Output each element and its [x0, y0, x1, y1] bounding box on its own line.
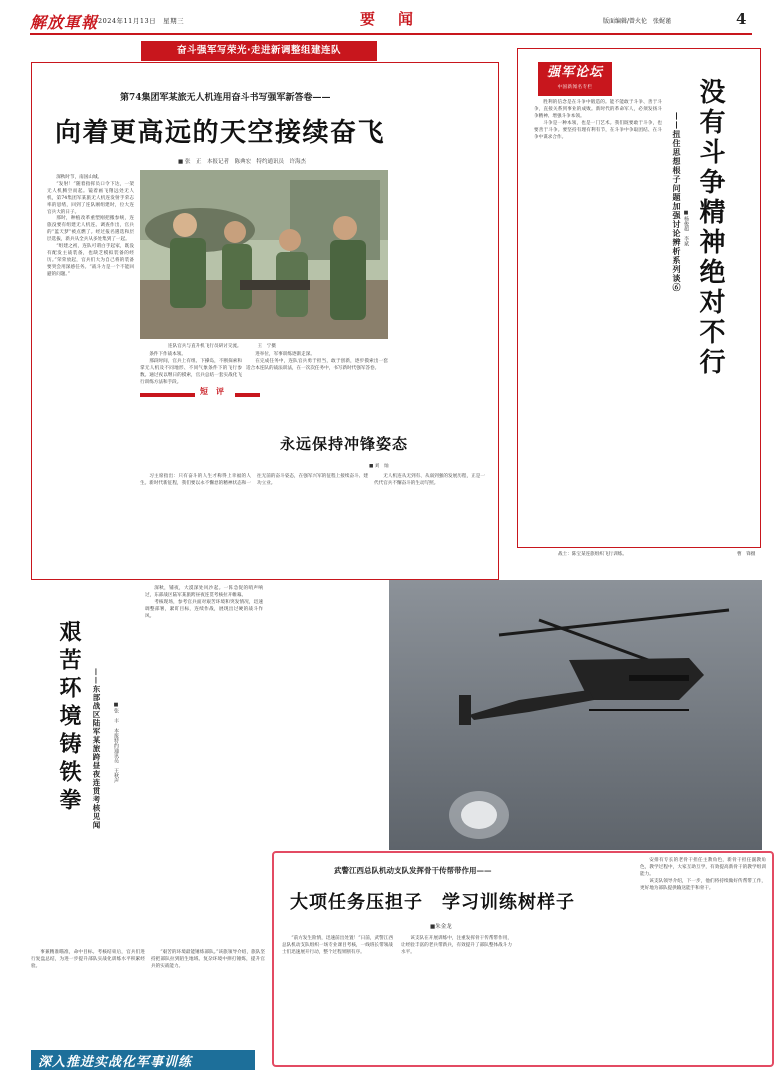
paragraph: 条件下作战本领。	[149, 352, 186, 357]
issue-date: 2024年11月13日 星期三	[98, 17, 185, 25]
short-comment-body	[140, 474, 485, 574]
lead-byline: ■ 张 正 本报记者 陈典宏 特约通讯员 许海杰	[178, 159, 306, 165]
helicopter-photo-caption: 战士：陈宝某连旅组织飞行训练。	[558, 552, 627, 557]
lead-body-col3	[246, 352, 388, 382]
third-body	[282, 936, 512, 1061]
paragraph: “组建之初，连队可谓白手起家，既没有配发主战装备，也缺乏模拟装备的经历。”荣荣放起，官兵们大为自己将的装备要突会用深感任务。“战斗力是一个不能回避的问题。”	[47, 244, 134, 277]
forum-body	[534, 100, 662, 540]
footer-banner[interactable]: 深入推进实战化军事训练	[38, 1055, 193, 1070]
page-number: 4	[736, 10, 747, 28]
forum-subtitle: ——扭住思想根子问题加强讨论辨析系列谈⑥	[672, 112, 682, 292]
paragraph: 在完成任务中，连队官兵勇于担当，敢于创新，逐步摸索出一套适合本连队的战法训法，在一次次任务中，书写新时代强军答卷。	[246, 358, 388, 371]
paragraph: “艰苦的环境最能锤炼部队。”该旅领导介绍，旅队坚持把部队拉到陌生地域、复杂环境中摔打锤炼，提升官兵的实战能力。	[151, 950, 265, 969]
forum-logo-subtitle: 中国新闻名专栏	[557, 85, 593, 90]
paragraph: 无人机连从无到有、从弱到强的发展历程，正是一代代官兵不懈奋斗的生动写照。	[374, 474, 485, 486]
second-subtitle: ——东部战区陆军某旅跨昼夜连贯考核见闻	[92, 668, 101, 830]
short-comment-label	[140, 386, 260, 398]
paragraph: 斗争是一种本领，也是一门艺术。我们既要敢于斗争，也要善于斗争。要坚持有理有利有节，在斗争中争取团结、在斗争中谋求合作。	[534, 120, 662, 140]
helicopter-photo-credit: 曹 锋摄	[737, 552, 756, 557]
second-body-col	[145, 586, 263, 986]
paragraph: 那段时间，官兵上有组、下操岛，不断探索和掌无人机及不同地形、不同气象条件下的飞行参数。通过夜以继日的摸索，官兵总结一套实战化飞行训练方法和手段。	[140, 358, 242, 385]
paragraph: 事兼精准瞄准，命中目标。考核结束后，官兵们进行复盘总结，为进一步提升部队实战化训练水平积累经验。	[31, 950, 145, 969]
second-body-bottom	[31, 950, 265, 1040]
soldiers-with-drone-image	[140, 170, 388, 339]
paragraph: 习主席指出：只有奋斗的人生才称得上幸福的人生。新时代新征程，我们要以永不懈怠的精神状态和一往无前的奋斗姿态，在强军兴军的征程上接续奋斗、建功立业。	[140, 474, 368, 486]
helicopter-photo[interactable]	[389, 580, 762, 850]
paragraph: 该支队领导介绍，下一步，他们将持续做好传帮带工作，更好地为部队提供输送能手和骨干。	[640, 878, 766, 891]
third-byline: ■朱金龙	[430, 924, 452, 930]
page-editors: 版面编辑/曾火伦 张娓谨	[603, 18, 672, 25]
paragraph: 深秋时节，南国山城。	[56, 175, 103, 180]
paragraph: 安排有专长的老骨干担任主教角色，新骨干担任副教角色，教学过程中，大家互助互学，有效提高新骨干的教学组训能力。	[640, 858, 766, 877]
paragraph: “前方发生险情，迅速前出处置！”日前，武警江西总队机动支队组织一场专业课目考核，一线班长带领战士们迅速展开行动，整个过程果断有序。	[282, 936, 393, 955]
forum-logo	[538, 62, 612, 96]
forum-author: ■杨俊超 李斌	[683, 210, 689, 246]
third-kicker: 武警江西总队机动支队发挥骨干传帮带作用——	[334, 866, 492, 875]
lead-kicker: 第74集团军某旅无人机连用奋斗书写强军新答卷——	[120, 93, 331, 103]
paragraph: 进举位，军事训练逐渐走深。	[255, 352, 315, 357]
masthead-rule	[30, 33, 752, 35]
second-headline[interactable]: 艰苦环境铸铁拳	[56, 620, 82, 816]
paragraph: 深秋，铺夜，大漠深处风沙起。一阵急促的哨声响过，东部战区陆军某旅跨昼夜连贯考核拉开帷幕。	[145, 586, 263, 598]
paragraph: “发射！”随着指挥员口令下达，一架无人机腾空而起。镜着画飞翔远处无人机，第74集团军某旅无人机连发射手荣志率的思绪，回到了连队刚组建时，位大连官兵大的日子。	[47, 181, 134, 215]
third-body-right	[640, 858, 766, 1058]
lead-body-col2	[140, 352, 242, 385]
paragraph: 那时，种植改革重塑刚把搬参统，连旅没要有组建无人机连。调查作出，官兵的“蓝天梦”被点燃了。经过报名遴选和层层选拔，新兵从全兵从多处集到了一起。	[47, 216, 134, 243]
third-headline[interactable]: 大项任务压担子 学习训练树样子	[290, 892, 575, 913]
series-banner: 奋斗强军写荣光·走进新调整组建连队	[141, 41, 377, 61]
paragraph: 考核现场，参考官兵面对艰苦环境和突发情况，迅速调整部署，紧盯目标，连续作战，展现出过硬的战斗作风。	[145, 599, 263, 619]
second-byline: ■张 丰 本报特约通讯员 王秋声	[113, 702, 119, 783]
section-title: 要 闻	[360, 10, 418, 28]
lead-body-col1	[47, 175, 134, 575]
lead-headline[interactable]: 向着更高远的天空接续奋飞	[55, 118, 386, 148]
paragraph: 该支队在开展训练中，注重发挥骨干传帮带作用，让经验丰富的老兵带新兵，有效提升了部队整体战斗力水平。	[401, 936, 512, 955]
lead-photo-caption: 连队官兵与直升机飞行员研讨交流。 王 宁摄	[168, 344, 276, 349]
short-comment-title[interactable]: 永远保持冲锋姿态	[280, 435, 409, 453]
forum-headline[interactable]: 没有斗争精神绝对不行	[695, 78, 725, 378]
paragraph: 胜利的信念是在斗争中锻造的。能不能敢于斗争、善于斗争，直接关系到事业的成败。新时代的革命军人，必须发扬斗争精神、增强斗争本领。	[534, 100, 662, 119]
short-comment-byline: ■ 刘 灿	[369, 464, 389, 469]
helicopter-image	[389, 580, 762, 850]
lead-photo[interactable]	[140, 170, 388, 339]
short-comment-tag: 短 评	[200, 386, 224, 396]
newspaper-logo: 解放軍報	[30, 13, 99, 32]
forum-logo-title: 强军论坛	[546, 65, 603, 80]
